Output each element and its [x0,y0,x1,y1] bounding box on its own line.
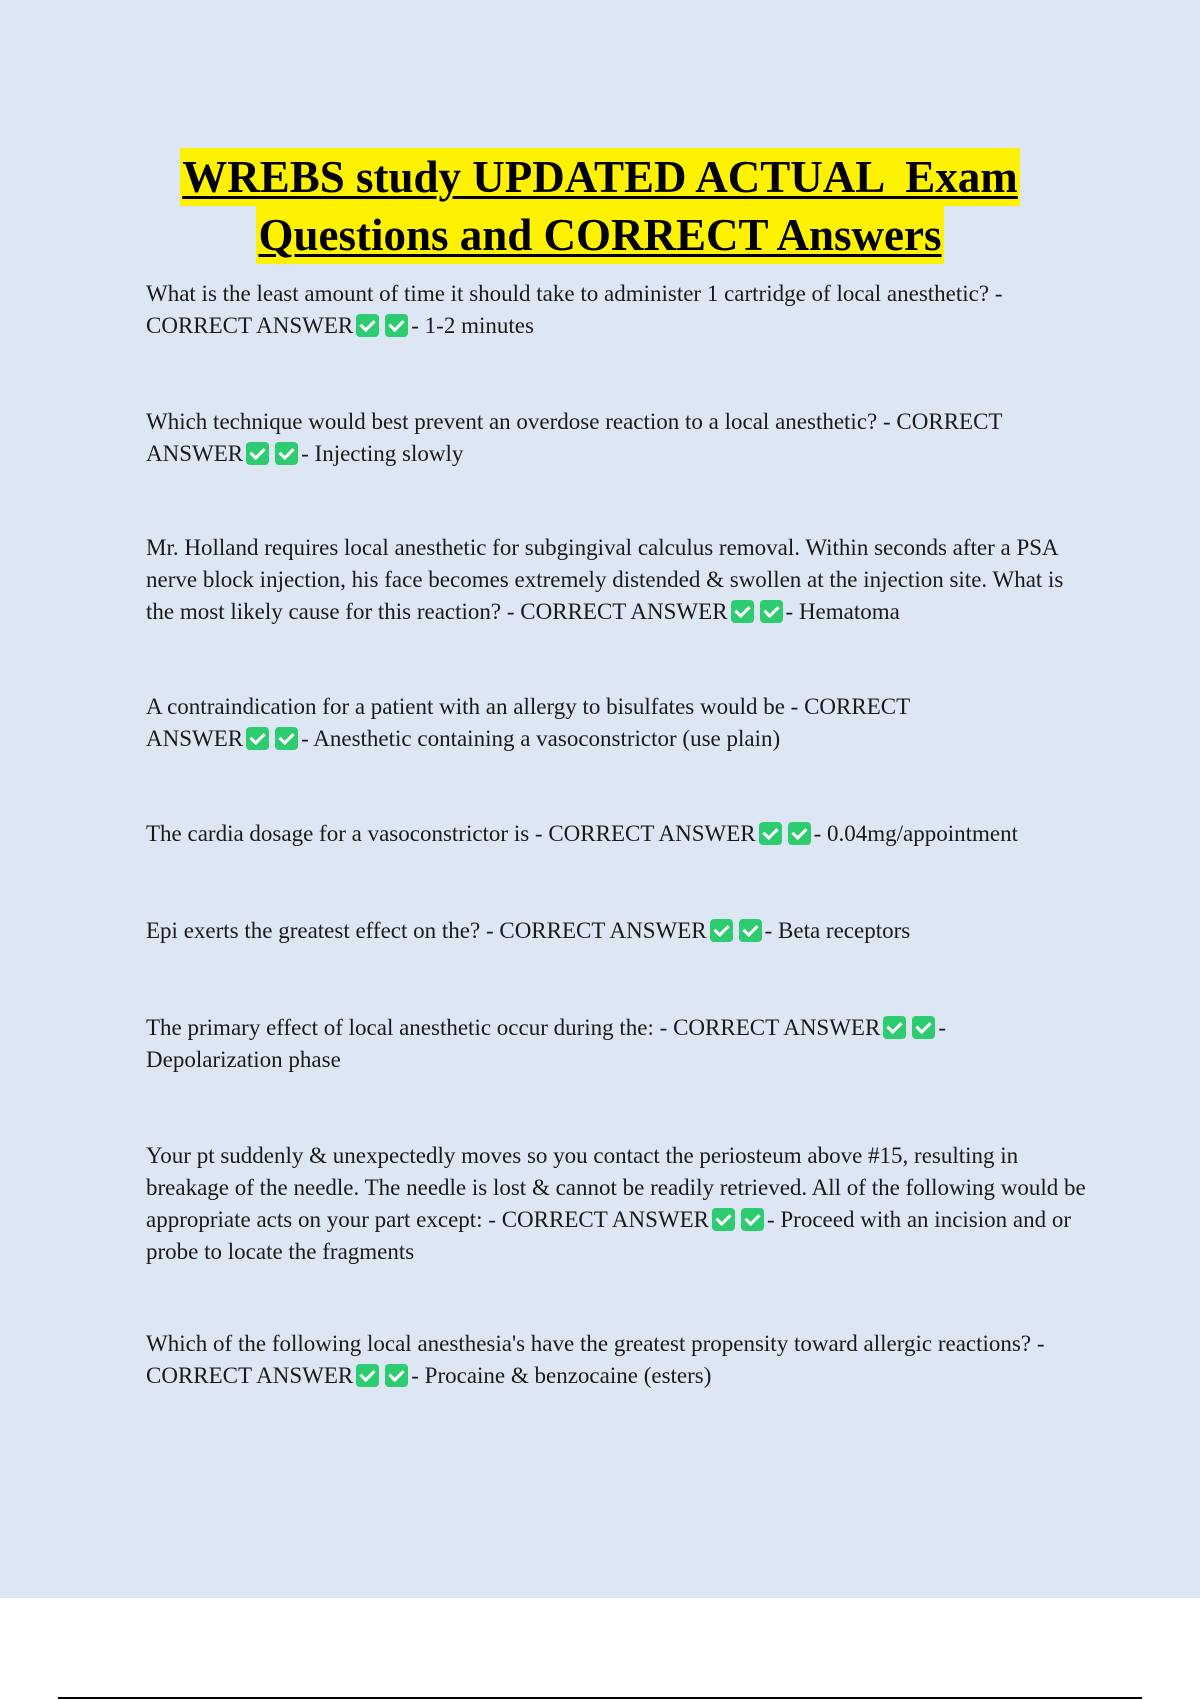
question-text: Which technique would best prevent an overdose reaction to a local anesthetic? - CORRECT [146,409,1003,434]
check-mark-icon [739,919,762,942]
answer-text: - Procaine & benzocaine (esters) [411,1363,712,1388]
check-mark-icon [759,822,782,845]
answer-label: CORRECT ANSWER [548,821,756,846]
check-mark-icon [275,727,298,750]
qa-item-5 [146,818,1086,850]
question-text: Mr. Holland requires local anesthetic for subgingival calculus removal. Within seconds after a PSA nerve block injection, his face becomes extremely distended & swollen at the injection site. What is the most likely cause for this reaction? - [146,535,1064,624]
question-text: The cardia dosage for a vasoconstrictor is - [146,821,543,846]
qa-item-4 [146,691,1086,755]
footer-divider [58,1697,1142,1699]
document-title [0,148,1200,264]
question-text: The primary effect of local anesthetic occur during the: - [146,1015,668,1040]
qa-item-3 [146,532,1086,628]
answer-text: - Proceed with an incision and or probe to locate the fragments [146,1207,1071,1264]
qa-item-7 [146,1012,1086,1076]
check-mark-icon [246,442,269,465]
answer-label: ANSWER [146,441,244,466]
answer-label: CORRECT ANSWER [520,599,728,624]
check-mark-icon [883,1016,906,1039]
answer-text: - Anesthetic containing a vasoconstrictor (use plain) [301,726,781,751]
answer-text: - Hematoma [785,599,900,624]
check-mark-icon [275,442,298,465]
title-line-1: WREBS study UPDATED ACTUAL Exam [180,148,1020,206]
check-mark-icon [710,919,733,942]
answer-label: CORRECT ANSWER [501,1207,709,1232]
answer-label: CORRECT ANSWER [499,918,707,943]
answer-text: - Beta receptors [764,918,911,943]
qa-item-1 [146,278,1086,342]
check-mark-icon [385,1364,408,1387]
question-text: What is the least amount of time it should take to administer 1 cartridge of local anesthetic? - [146,281,1003,306]
check-mark-icon [385,314,408,337]
check-mark-icon [912,1016,935,1039]
check-mark-icon [760,600,783,623]
question-text: Your pt suddenly & unexpectedly moves so you contact the periosteum above #15, resulting in breakage of the needle. The needle is lost & cannot be readily retrieved. All of the following would be appropriate acts on your part except: - [146,1143,1086,1232]
qa-item-9 [146,1328,1086,1392]
answer-text: - Injecting slowly [301,441,464,466]
check-mark-icon [356,314,379,337]
check-mark-icon [741,1208,764,1231]
answer-label: CORRECT ANSWER [146,313,354,338]
answer-text: - 1-2 minutes [411,313,534,338]
check-mark-icon [788,822,811,845]
qa-item-6 [146,915,1086,947]
question-text: Epi exerts the greatest effect on the? - [146,918,494,943]
answer-label: CORRECT ANSWER [673,1015,881,1040]
answer-label: CORRECT ANSWER [146,1363,354,1388]
answer-text: - 0.04mg/appointment [813,821,1019,846]
check-mark-icon [356,1364,379,1387]
check-mark-icon [712,1208,735,1231]
title-line-2: Questions and CORRECT Answers [256,206,943,264]
question-text: Which of the following local anesthesia's have the greatest propensity toward allergic reactions? - [146,1331,1045,1356]
check-mark-icon [731,600,754,623]
question-text: A contraindication for a patient with an allergy to bisulfates would be - CORRECT [146,694,911,719]
qa-item-2 [146,406,1086,470]
answer-text: - Depolarization phase [146,1015,946,1072]
check-mark-icon [246,727,269,750]
answer-label: ANSWER [146,726,244,751]
qa-item-8 [146,1140,1086,1268]
